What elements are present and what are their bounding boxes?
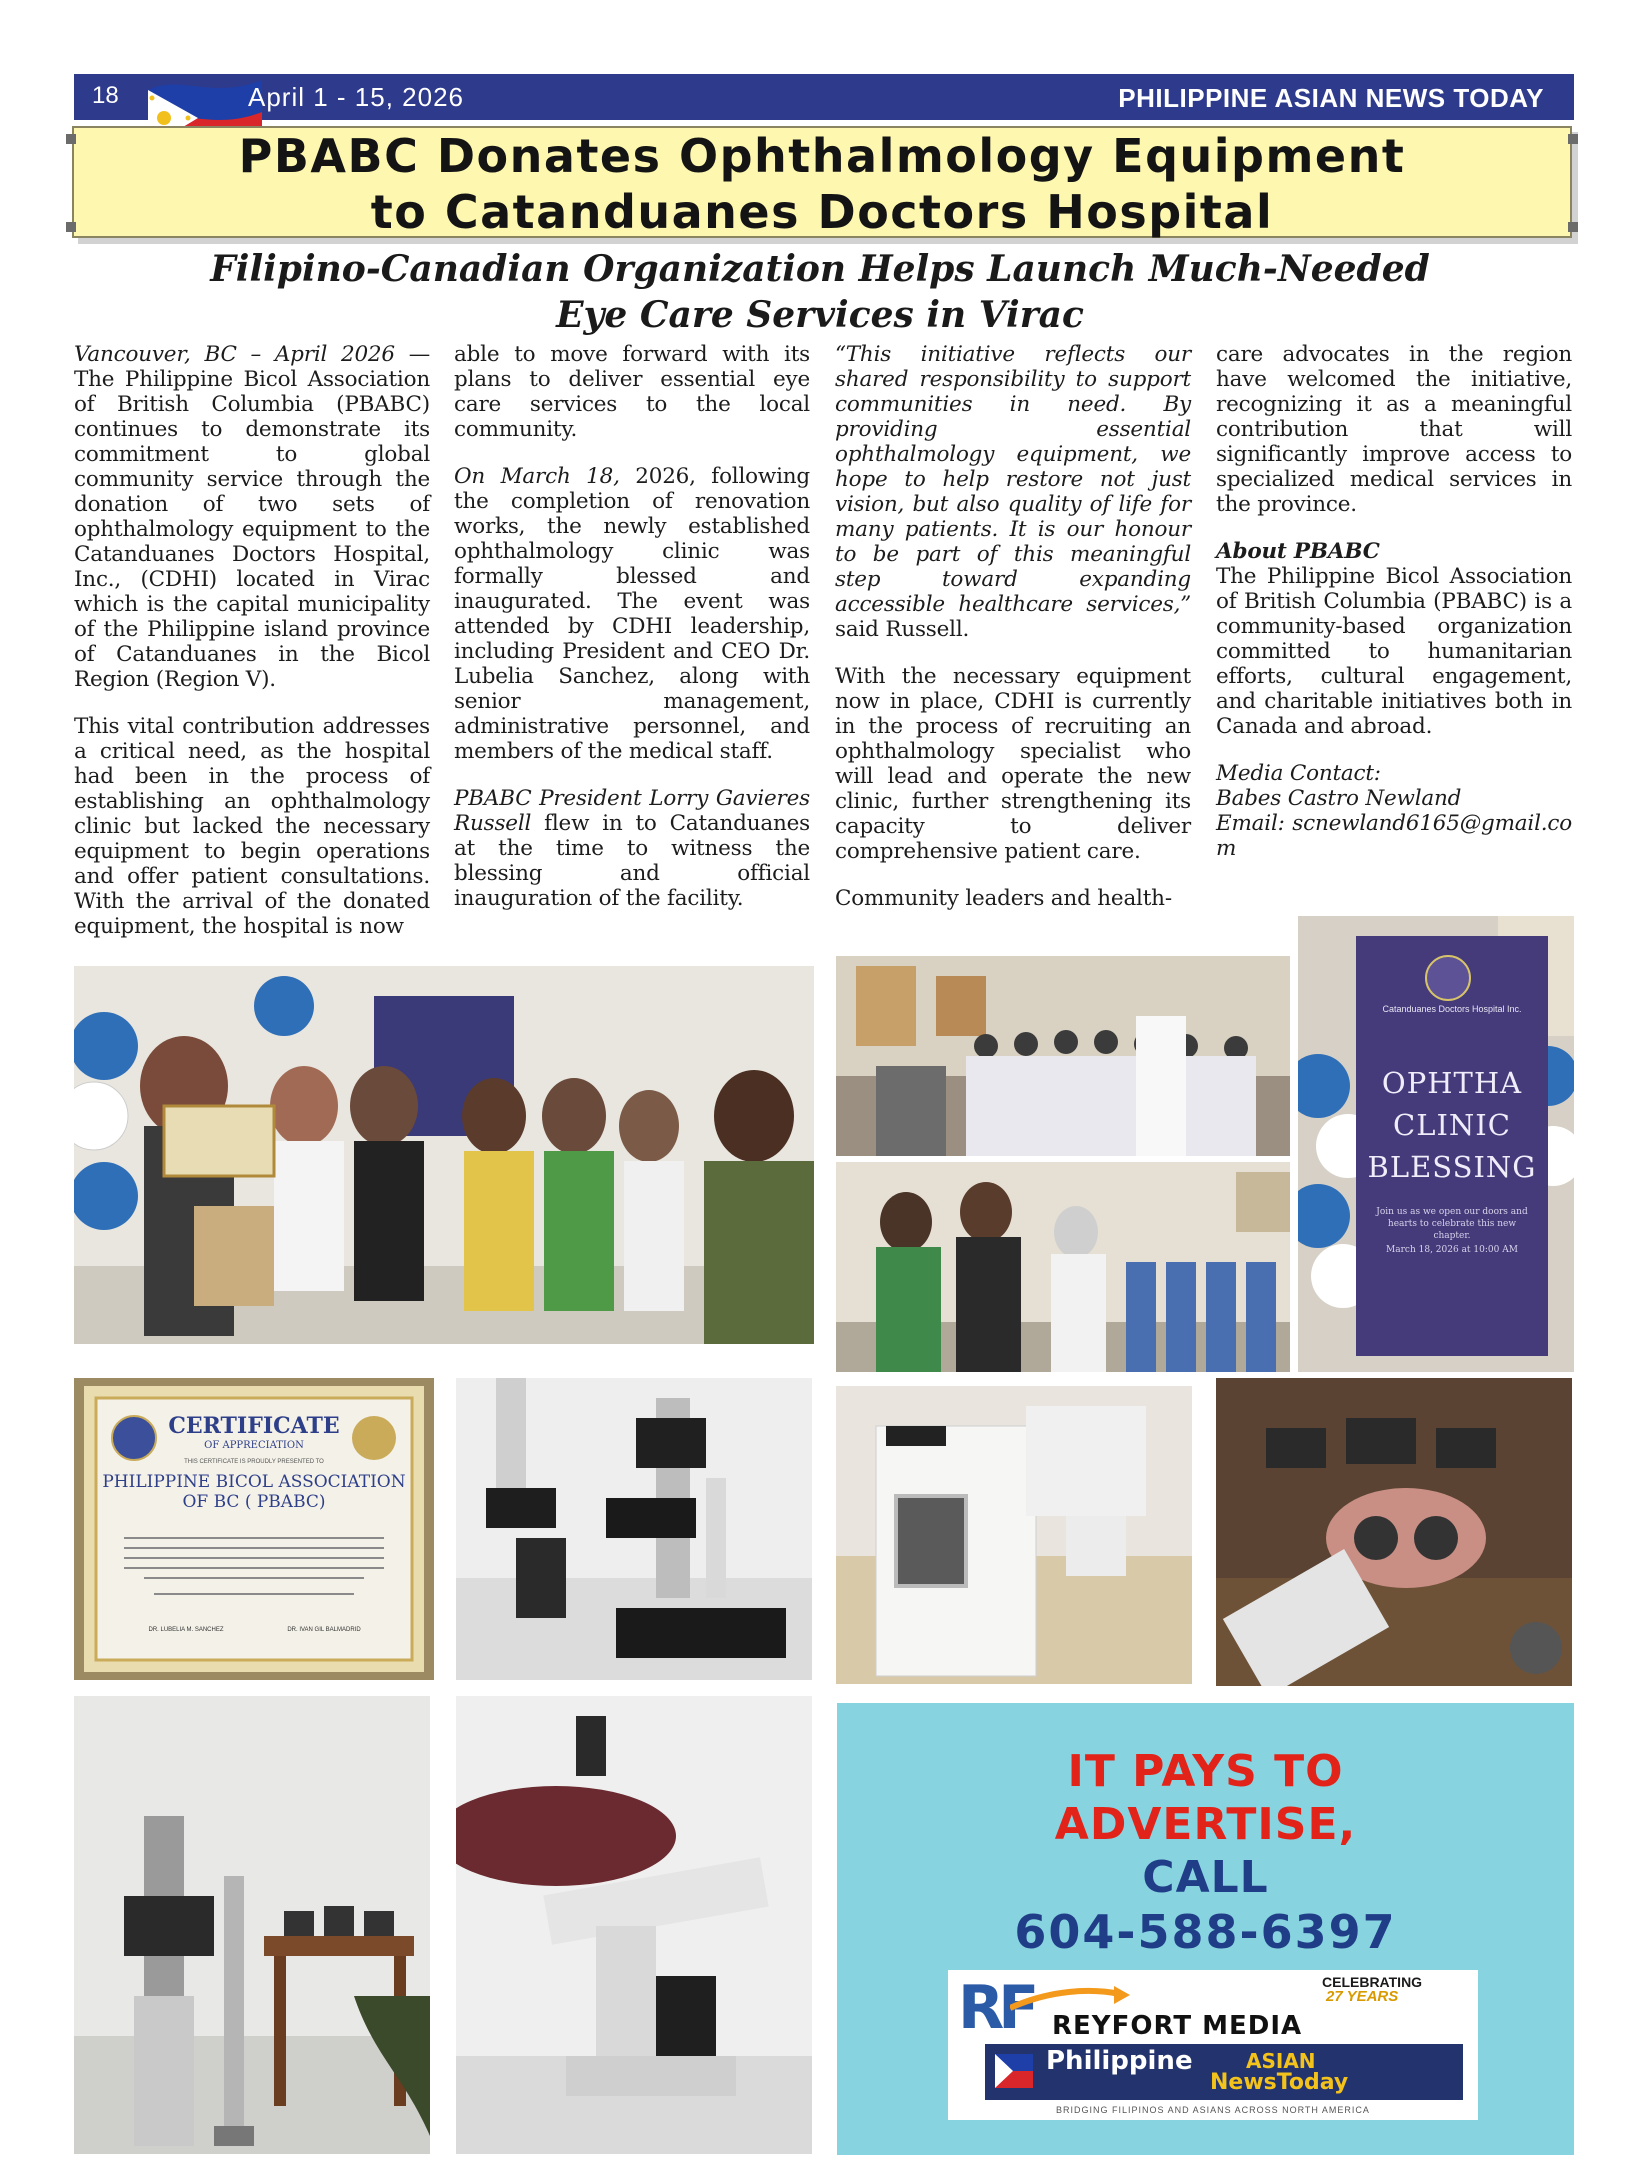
paragraph-text: flew in to Catanduanes at the time to witness the blessing and official inauguration of the facility. (454, 811, 810, 911)
ad-philippine: Philippine (1046, 2046, 1193, 2076)
exam-room-image (74, 1696, 430, 2154)
banner-title-line: OPHTHA (1381, 1066, 1523, 1100)
paragraph (454, 786, 810, 911)
certificate-subtitle: OF APPRECIATION (204, 1440, 304, 1451)
paragraph-text: — The Philippine Bicol Association of British Columbia (PBABC) continues to demonstrate its commitment to global community service through the donation of two sets of ophthalmology equipment to the Catanduanes Doctors Hospital, Inc., (CDHI) located in Virac which is the capital municipality of the Philippine island province of Catanduanes in the Bicol Region (Region V). (74, 342, 431, 692)
article-column-2 (454, 342, 810, 933)
ad-phone-number[interactable]: 604-588-6397 (1014, 1905, 1397, 1959)
quote-attribution: said Russell. (835, 617, 970, 642)
reyfort-rf-logo: RF (958, 1973, 1034, 2043)
exam-room-photo (74, 1696, 430, 2154)
certificate-recipient-line: PHILIPPINE BICOL ASSOCIATION (102, 1472, 406, 1492)
about-body: The Philippine Bicol Association of British Columbia (PBABC) is a community-based organization committed to humanitarian efforts, cultural engagement, and charitable initiatives both in Canada and abroad. (1216, 564, 1572, 739)
banner-invite: Join us as we open our doors and hearts to celebrate this new chapter. (1376, 1207, 1528, 1241)
ad-reyfort-media: REYFORT MEDIA (1052, 2011, 1303, 2041)
paragraph: Community leaders and health- (835, 886, 1172, 911)
blessing-procession-photo (836, 956, 1290, 1156)
group-photo (74, 966, 814, 1344)
ad-headline-line-2: ADVERTISE, (1054, 1799, 1357, 1850)
publication-name: PHILIPPINE ASIAN NEWS TODAY (1118, 83, 1544, 113)
paragraph: With the necessary equipment now in place, CDHI is currently in the process of recruiting an ophthalmology specialist who will lead and operate the new clinic, further strengthening its capacity to deliver comprehensive patient care. (835, 664, 1191, 864)
ad-call-label: CALL (1142, 1852, 1269, 1903)
certificate-recipient-line: OF BC ( PBABC) (182, 1492, 326, 1512)
date-lead: On March 18, (454, 464, 620, 489)
certificate-presented: THIS CERTIFICATE IS PROUDLY PRESENTED TO (184, 1459, 324, 1465)
article-column-3 (835, 342, 1191, 933)
article-column-4 (1216, 342, 1572, 861)
certificate-title: CERTIFICATE (168, 1413, 340, 1439)
banner-date: March 18, 2026 at 10:00 AM (1386, 1245, 1518, 1255)
banner-org: Catanduanes Doctors Hospital Inc. (1382, 1004, 1522, 1014)
banner-title-line: CLINIC (1393, 1108, 1511, 1142)
president-name: PBABC President Lorry Gavieres Russell (454, 786, 810, 836)
ad-years: 27 YEARS (1326, 1988, 1399, 2005)
subheadline-line-2: Eye Care Services in Virac (556, 294, 1084, 336)
certificate-signer-2: DR. IVAN GIL BALMADRID (287, 1627, 361, 1633)
reyfort-arrow-icon (1010, 1986, 1130, 2012)
phoropter-photo (1216, 1378, 1572, 1686)
paragraph (454, 464, 810, 764)
banner-title-line: BLESSING (1367, 1150, 1537, 1184)
quote: “This initiative reflects our shared responsibility to support communities in need. By providing essential ophthalmology equipment, we hope to help restore not just vision, but also quality of life for many patients. It is our honour to be part of this meaningful step toward expanding accessible healthcare services,” (835, 342, 1191, 617)
certificate-body-lines (114, 1528, 394, 1608)
slit-lamp-image (456, 1378, 812, 1680)
banner-title (1356, 1062, 1548, 1188)
paragraph (835, 342, 1191, 642)
media-contact-label: Media Contact: (1216, 761, 1381, 786)
paragraph-text: 2026, following the completion of renovation works, the newly established ophthalmology clinic was formally blessed and inaugurated. The event was attended by CDHI leadership, including President and CEO Dr. Lubelia Sanchez, along with senior management, administrative personnel, and members of the medical staff. (454, 464, 810, 764)
paragraph: able to move forward with its plans to deliver essential eye care services to the local community. (454, 342, 810, 442)
auto-refractor-photo (836, 1386, 1192, 1684)
candle-ceremony-image (836, 1162, 1290, 1372)
subheadline-line-1: Filipino-Canadian Organization Helps Launch Much-Needed (210, 248, 1430, 290)
about-heading: About PBABC (1216, 539, 1380, 564)
ophtha-clinic-banner-photo (1298, 916, 1574, 1372)
phoropter-image (1216, 1378, 1572, 1686)
ad-asian: ASIAN (1246, 2049, 1316, 2073)
paragraph (74, 342, 430, 692)
candle-ceremony-photo (836, 1162, 1290, 1372)
certificate-signer-1: DR. LUBELIA M. SANCHEZ (148, 1627, 224, 1633)
slit-lamp-photo (456, 1378, 812, 1680)
blessing-procession-image (836, 956, 1290, 1156)
ad-celebrating: CELEBRATING (1322, 1974, 1423, 1990)
headline-line-1: PBABC Donates Ophthalmology Equipment (238, 129, 1406, 183)
page-number: 18 (92, 82, 119, 109)
auto-refractor-image (836, 1386, 1192, 1684)
dateline: Vancouver, BC – April 2026 (74, 342, 395, 367)
ad-tagline: BRIDGING FILIPINOS AND ASIANS ACROSS NORTH AMERICA (1056, 2105, 1370, 2115)
certificate-recipient (74, 1472, 434, 1512)
headline-line-2: to Catanduanes Doctors Hospital (370, 185, 1274, 239)
group-photo-image (74, 966, 814, 1344)
slit-lamp-closeup-image (456, 1696, 812, 2154)
ad-headline-line-1: IT PAYS TO (1067, 1746, 1344, 1797)
media-contact-email[interactable]: Email: scnewland6165@gmail.com (1216, 811, 1572, 861)
headline (72, 128, 1572, 240)
ad-newstoday: NewsToday (1210, 2070, 1349, 2095)
slit-lamp-closeup-photo (456, 1696, 812, 2154)
paragraph: care advocates in the region have welcomed the initiative, recognizing it as a meaningful contribution that will significantly improve access to specialized medical services in the province. (1216, 342, 1572, 517)
article-column-1 (74, 342, 430, 961)
certificate-photo (74, 1378, 434, 1680)
media-contact-name: Babes Castro Newland (1216, 786, 1462, 811)
paragraph: This vital contribution addresses a critical need, as the hospital had been in the process of establishing an ophthalmology clinic but lacked the necessary equipment to begin operations and offer patient consultations. With the arrival of the donated equipment, the hospital is now (74, 714, 430, 939)
subheadline (130, 246, 1510, 338)
masthead-flag-icon (995, 2054, 1033, 2088)
issue-date: April 1 - 15, 2026 (248, 82, 465, 112)
